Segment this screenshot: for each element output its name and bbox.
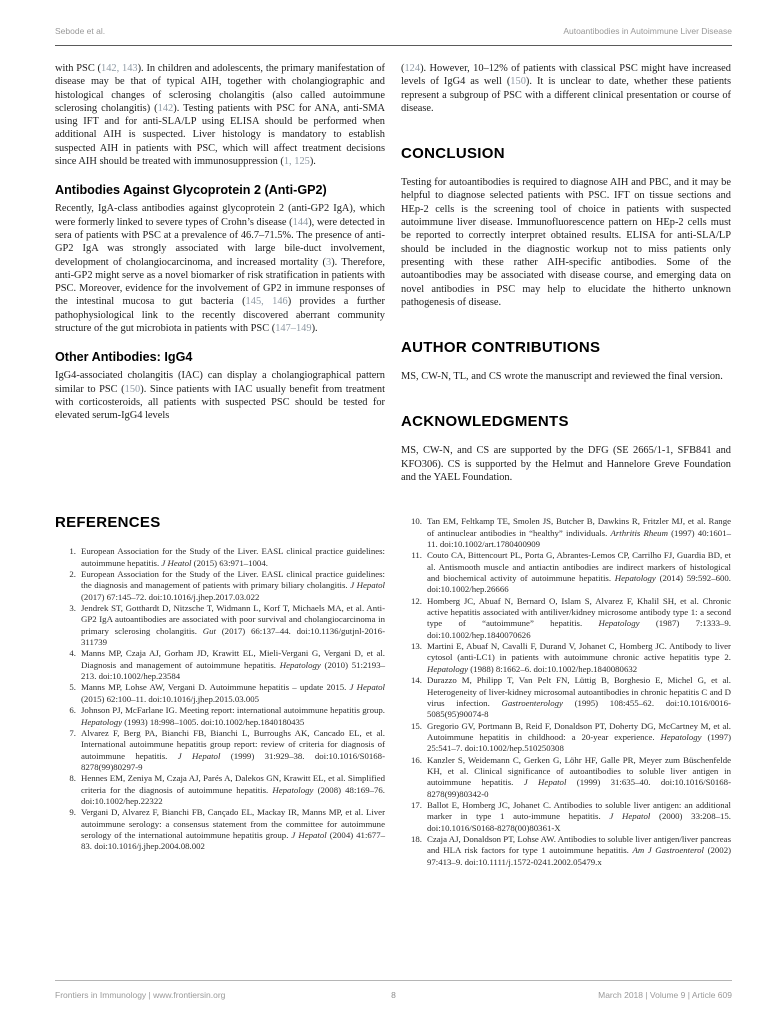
- reference-number: 15.: [411, 720, 422, 731]
- reference-number: 12.: [411, 595, 422, 606]
- citation-link[interactable]: 150: [510, 76, 526, 88]
- reference-text: Czaja AJ, Donaldson PT, Lohse AW. Antibodies to soluble liver antigen/liver pancreas and HLA risk factors for type 1 autoimmune hepatitis. Am J Gastroenterol (2002) 97:413–9. doi:10.1111/j.1572-0241.2002.05479.x: [427, 833, 732, 867]
- reference-item: [401, 596, 731, 641]
- article-body: [55, 62, 732, 484]
- heading-anti-gp2: Antibodies Against Glycoprotein 2 (Anti-GP2): [55, 183, 327, 198]
- reference-text: Vergani D, Alvarez F, Bianchi FB, Cançado EL, Mackay IR, Manns MP, et al. Liver autoimmune serology: a consensus statement from the committee for autoimmune serology of the international autoimmune hepatitis group. J Hepatol (2004) 41:677–83. doi:10.1016/j.jhep.2004.08.002: [81, 807, 385, 852]
- heading-igg4: Other Antibodies: IgG4: [55, 350, 193, 365]
- reference-text: Kanzler S, Weidemann C, Gerken G, Löhr HF, Galle PR, Meyer zum Büschenfelde KH, et al. Clinical significance of autoantibodies to soluble liver antigen in autoimmune hepatitis. J Hepatol (1999) 31:635–40. doi:10.1016/S0168-8278(99)80342-0: [427, 754, 731, 799]
- footer-issue-info: March 2018 | Volume 9 | Article 609: [598, 990, 732, 1000]
- paragraph-author-contributions: MS, CW-N, TL, and CS wrote the manuscript and reviewed the final version.: [401, 371, 723, 383]
- body-column-right: [401, 62, 731, 484]
- reference-number: 11.: [411, 550, 422, 561]
- reference-item: [55, 705, 385, 728]
- reference-text: Homberg JC, Abuaf N, Bernard O, Islam S, Alvarez F, Khalil SH, et al. Chronic active hepatitis associated with antiliver/kidney microsome antibody type 1: a second type of “autoimmune” hepatitis. Hepatology (1987) 7:1333–9. doi:10.1002/hep.1840070626: [427, 595, 731, 640]
- reference-number: 10.: [411, 516, 422, 527]
- reference-text: European Association for the Study of the Liver. EASL clinical practice guidelines: autoimmune hepatitis. J Heatol (2015) 63:971–1004.: [81, 546, 385, 568]
- reference-item: [55, 728, 385, 773]
- paragraph-psc-children: with PSC (142, 143). In children and adolescents, the primary manifestation of disease may be that of typical AIH, together with cholangiographic and histological changes of sclerosing cholangitis (also called autoimmune sclerosing cholangitis) (142). Testing patients with PSC for ANA, anti-SMA using IFT and for anti-SLA/LP using ELISA should be performed when additional AIH is suspected. Liver histology is mandatory to establish suspected AIH in patients with PSC, which will affect treatment decisions since AIH should be treated with immunosuppression (1, 125).: [55, 63, 385, 168]
- reference-text: Gregorio GV, Portmann B, Reid F, Donaldson PT, Doherty DG, McCartney M, et al. Autoimmune hepatitis in childhood: a 20-year experience. Hepatology (1997) 25:541–7. doi:10.1002/hep.510250308: [427, 720, 731, 754]
- reference-text: European Association for the Study of the Liver. EASL clinical practice guidelines: the diagnosis and management of patients with primary biliary cholangitis. J Hepatol (2017) 67:145–72. doi:10.1016/j.jhep.2017.03.022: [81, 569, 385, 602]
- reference-text: Hennes EM, Zeniya M, Czaja AJ, Parés A, Dalekos GN, Krawitt EL, et al. Simplified criteria for the diagnosis of autoimmune hepatitis. Hepatology (2008) 48:169–76. doi:10.1002/hep.22322: [81, 773, 385, 806]
- references-column-right: [401, 514, 731, 868]
- citation-link[interactable]: 145, 146: [245, 296, 288, 308]
- reference-item: [401, 641, 731, 675]
- reference-item: [55, 546, 385, 569]
- reference-item: [401, 755, 731, 800]
- reference-text: Jendrek ST, Gotthardt D, Nitzsche T, Widmann L, Korf T, Michaels MA, et al. Anti-GP2 IgA autoantibodies are associated with poor survival and cholangiocarcinoma in primary sclerosing cholangitis. Gut (2017) 66:137–44. doi:10.1136/gutjnl-2016-311739: [81, 603, 385, 648]
- reference-number: 14.: [411, 675, 422, 686]
- reference-number: 4.: [69, 648, 76, 659]
- reference-number: 3.: [69, 603, 76, 614]
- citation-link[interactable]: 124: [404, 63, 421, 74]
- reference-text: Johnson PJ, McFarlane IG. Meeting report: international autoimmune hepatitis group. Hepatology (1993) 18:998–1005. doi:10.1002/hep.1840180435: [81, 705, 385, 727]
- reference-item: [55, 603, 385, 648]
- body-column-left: [55, 62, 385, 484]
- heading-author-contributions: AUTHOR CONTRIBUTIONS: [401, 339, 601, 357]
- citation-link[interactable]: 1, 125: [283, 156, 310, 168]
- reference-number: 17.: [411, 799, 422, 810]
- footer-journal-url: Frontiers in Immunology | www.frontiersin.org: [55, 990, 226, 1000]
- references-heading: REFERENCES: [55, 514, 161, 532]
- reference-item: [55, 569, 385, 603]
- reference-item: [401, 800, 731, 834]
- paragraph-anti-gp2: Recently, IgA-class antibodies against glycoprotein 2 (anti-GP2 IgA), which were formerly linked to severe types of Crohn’s disease (144), were detected in sera of patients with PSC at a prevalence of 46.7–71.5%. The presence of anti-GP2 IgA was strongly associated with large bile-duct involvement, development of cholangiocarcinoma, and increased mortality (3). Therefore, anti-GP2 might serve as a novel biomarker of risk stratification in patients with PSC. Moreover, evidence for the involvement of GP2 in immune responses of the intestinal mucosa to gut bacteria (145, 146) provides a further pathophysiological link to the recently discovered aberrant community structure of the gut microbiota in patients with PSC (147–149).: [55, 203, 386, 335]
- paragraph-conclusion: Testing for autoantibodies is required to diagnose AIH and PBC, and it may be helpful to diagnose selected patients with PSC. IFT on tissue sections and HEp-2 cells is the screening tool of choice in patients with suspected autoimmune liver disease. Immunofluorescence pattern on HEp-2 cells must be reported to correctly interpret obtained results. ELISA for anti-SLA/LP should be included in the diagnostic workup not to miss patients only presenting with these rather AIH-specific antibodies. Some of the autoantibodies may be associated with disease course, and emerging data on novel antibodies in PSC may help to elucidate the hitherto unknown pathogenesis of disease.: [401, 177, 731, 308]
- running-head-title: Autoantibodies in Autoimmune Liver Disease: [563, 26, 732, 36]
- citation-link[interactable]: 3: [326, 256, 332, 268]
- reference-number: 13.: [411, 641, 422, 652]
- reference-number: 1.: [69, 546, 76, 557]
- reference-text: Ballot E, Homberg JC, Johanet C. Antibodies to soluble liver antigen: an additional marker in type 1 auto-immune hepatitis. J Hepatol (2000) 33:208–15. doi:10.1016/S0168-8278(00)80361-X: [427, 799, 731, 833]
- reference-text: Durazzo M, Philipp T, Van Pelt FN, Lüttig B, Borghesio E, Michel G, et al. Heterogeneity of liver-kidney microsomal autoantibodies in chronic hepatitis C and D virus infection. Gastroenterology (1995) 108:455–62. doi:10.1016/0016-5085(95)90074-8: [427, 675, 731, 720]
- reference-text: Alvarez F, Berg PA, Bianchi FB, Bianchi L, Burroughs AK, Cancado EL, et al. International autoimmune hepatitis group report: review of criteria for diagnosis of autoimmune hepatitis. J Hepatol (1999) 31:929–38. doi:10.1016/S0168-8278(99)80297-9: [81, 727, 385, 772]
- paragraph-igg4-continued: (124). However, 10–12% of patients with classical PSC might have increased levels of IgG4 as well (150). It is unclear to date, whether these patients represent a subgroup of PSC with a different clinical presentation or course of disease.: [401, 63, 731, 114]
- running-head-authors: Sebode et al.: [55, 26, 106, 36]
- citation-link[interactable]: 142: [157, 102, 174, 114]
- reference-number: 8.: [69, 773, 76, 784]
- reference-number: 16.: [411, 754, 422, 765]
- reference-item: [55, 807, 385, 852]
- paragraph-acknowledgments: MS, CW-N, and CS are supported by the DFG (SE 2665/1-1, SFB841 and KFO306). CS is supported by the Helmut and Hannelore Greve Foundation and the YAEL Foundation.: [401, 445, 731, 484]
- reference-number: 5.: [69, 682, 76, 693]
- references-column-left: [55, 514, 385, 868]
- reference-number: 2.: [69, 569, 76, 580]
- heading-acknowledgments: ACKNOWLEDGMENTS: [401, 413, 569, 431]
- footer-page-number: 8: [391, 990, 396, 1000]
- reference-number: 18.: [411, 833, 422, 844]
- reference-text: Martini E, Abuaf N, Cavalli F, Durand V, Johanet C, Homberg JC. Antibody to liver cytosol (anti-LC1) in patients with autoimmune chronic active hepatitis type 2. Hepatology (1988) 8:1662–6. doi:10.1002/hep.1840080632: [427, 641, 731, 674]
- reference-item: [55, 773, 385, 807]
- reference-item: [401, 721, 731, 755]
- reference-item: [401, 516, 731, 550]
- citation-link[interactable]: 144: [292, 216, 309, 228]
- citation-link[interactable]: 142, 143: [101, 63, 138, 74]
- reference-item: [55, 682, 385, 705]
- citation-link[interactable]: 147–149: [275, 323, 312, 335]
- reference-item: [55, 648, 385, 682]
- references-list-left: [55, 546, 385, 852]
- reference-text: Manns MP, Czaja AJ, Gorham JD, Krawitt EL, Mieli-Vergani G, Vergani D, et al. Diagnosis and management of autoimmune hepatitis. Hepatology (2010) 51:2193–213. doi:10.1002/hep.23584: [81, 648, 385, 682]
- page-footer: [55, 980, 732, 1000]
- references-list-right: [401, 516, 731, 868]
- reference-item: [401, 675, 731, 720]
- reference-item: [401, 550, 731, 595]
- heading-conclusion: CONCLUSION: [401, 145, 505, 163]
- running-head: [55, 0, 732, 46]
- reference-number: 7.: [69, 727, 76, 738]
- reference-text: Manns MP, Lohse AW, Vergani D. Autoimmune hepatitis – update 2015. J Hepatol (2015) 62:100–11. doi:10.1016/j.jhep.2015.03.005: [81, 682, 386, 704]
- references-section: [55, 514, 732, 868]
- reference-text: Tan EM, Feltkamp TE, Smolen JS, Butcher B, Dawkins R, Fritzler MJ, et al. Range of antinuclear antibodies in “healthy” individuals. Arthritis Rheum (1997) 40:1601–11. doi:10.1002/art.1780400909: [427, 516, 731, 550]
- reference-text: Couto CA, Bittencourt PL, Porta G, Abrantes-Lemos CP, Carrilho FJ, Guardia BD, et al. Antismooth muscle and antiactin antibodies are indirect markers of histological and biochemical activity of autoimmune hepatitis. Hepatology (2014) 59:592–600. doi:10.1002/hep.26666: [427, 550, 731, 595]
- citation-link[interactable]: 150: [124, 383, 141, 395]
- reference-item: [401, 834, 731, 868]
- reference-number: 9.: [69, 807, 76, 818]
- paragraph-igg4: IgG4-associated cholangitis (IAC) can display a cholangiographical pattern similar to PSC (150). Since patients with IAC usually benefit from treatment with corticosteroids, all patients with suspected PSC should be tested for elevated serum-IgG4 levels: [55, 370, 386, 422]
- reference-number: 6.: [69, 705, 76, 716]
